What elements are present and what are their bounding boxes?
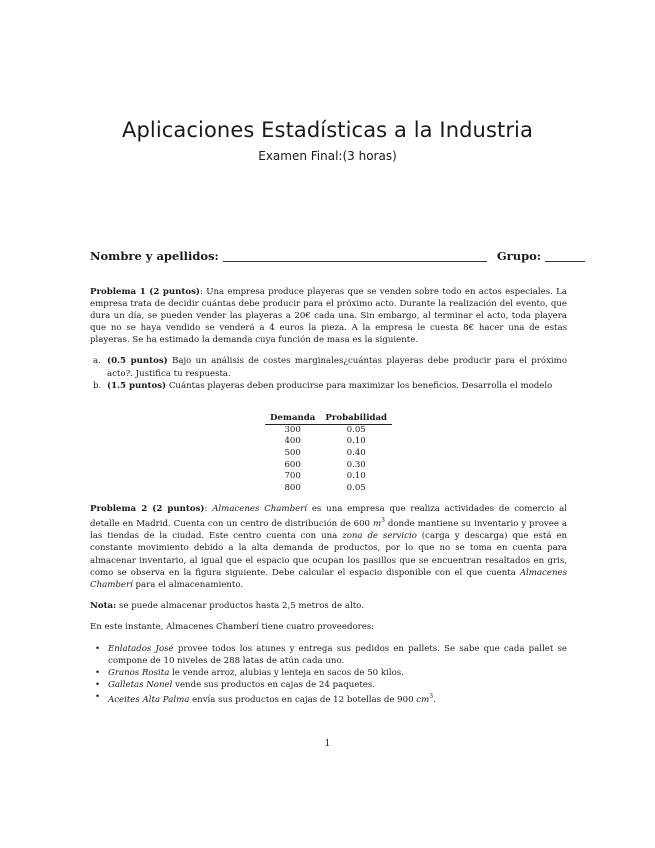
demand-cell: 600: [284, 459, 301, 470]
list-item: [95, 667, 567, 679]
problem-2-text-2: donde mantiene su inventario y provee a las tiendas de la ciudad. Este centro cuenta con una: [90, 519, 568, 542]
bullet-icon: •: [95, 692, 101, 703]
bullet-icon: •: [95, 668, 101, 679]
supplier-end: .: [433, 695, 436, 706]
supplier-name: Galletas Nonel: [108, 680, 173, 691]
problem-1-part-b: [93, 380, 567, 392]
demand-cell: 300: [284, 424, 301, 435]
table-row: [265, 436, 392, 448]
problem-1-statement: [90, 286, 567, 346]
name-label: Nombre y apellidos:: [90, 249, 219, 263]
suppliers-list: [90, 643, 567, 706]
demand-probability-table: [265, 413, 392, 495]
probability-cell: 0.10: [346, 471, 366, 482]
supplier-text: le vende arroz, alubias y lenteja en sacos de 50 kilos.: [169, 668, 404, 679]
supplier-text: envía sus productos en cajas de 12 botellas de 900: [189, 695, 417, 706]
list-item: [95, 679, 567, 691]
problem-2-text-4: para el almacenamiento.: [132, 579, 244, 590]
problem-1-text: : Una empresa produce playeras que se venden sobre todo en actos especiales. La empresa trata de decidir cuántas debe producir para el próximo acto. Durante la realización del evento, que dura un día, se pueden vender las playeras a 20€ cada una. Sin embargo, al terminar el acto, toda playera que no se haya vendido se venderá a 4 euros la pieza. A la empresa le cuesta 8€ hacer una de estas playeras. Se ha estimado la demanda cuya función de masa es la siguiente.: [90, 287, 567, 346]
demand-cell: 800: [284, 482, 301, 493]
table-row: [265, 471, 392, 483]
problem-1-parts: [90, 355, 567, 391]
table-row: [265, 448, 392, 460]
bullet-icon: •: [95, 644, 101, 655]
probability-cell: 0.05: [346, 482, 366, 493]
unit-m: m: [372, 519, 382, 530]
unit-exponent: 3: [429, 693, 434, 701]
problem-1-heading: Problema 1 (2 puntos): [90, 287, 200, 297]
part-points: (1.5 puntos): [107, 380, 167, 391]
student-info-line: [90, 249, 570, 265]
problem-2-heading: Problema 2 (2 puntos): [90, 504, 205, 515]
probability-cell: 0.40: [346, 447, 366, 458]
exam-title: Aplicaciones Estadísticas a la Industria: [122, 118, 533, 142]
probability-cell: 0.05: [346, 424, 366, 435]
group-field[interactable]: [545, 249, 585, 262]
supplier-text: provee todos los atunes y entrega sus pedidos en pallets. Se sabe que cada pallet se compone de 10 niveles de 288 latas de atún cada uno.: [108, 644, 567, 667]
problem-2-statement: [90, 503, 567, 591]
column-header-demand: Demanda: [265, 413, 320, 425]
unit-exponent: 3: [381, 517, 385, 525]
unit-cm: cm: [416, 695, 430, 706]
table-row: [265, 424, 392, 436]
demand-cell: 700: [284, 471, 301, 482]
supplier-name: Aceites Alta Palma: [108, 695, 190, 706]
problem-1-part-a: [93, 355, 567, 379]
list-item: [95, 691, 567, 706]
problem-2-text-3: (carga y descarga) que está en constante movimiento debido a la alta demanda de productos, por lo que no se toma en cuenta para almacenar inventario, al igual que el espacio que ocupan los pasillos que se encuentran resaltados en gris, como se observa en la figura siguiente. Debe calcular el espacio disponible con el que cuenta: [90, 531, 567, 578]
exam-subtitle: Examen Final:(3 horas): [258, 149, 397, 163]
problem-2-text-1: es una empresa que realiza actividades de comercio al detalle en Madrid. Cuenta con un centro de distribución de 600: [90, 504, 567, 530]
service-zone: zona de servicio: [342, 531, 417, 542]
list-item: [95, 643, 567, 667]
part-points: (0.5 puntos): [107, 356, 168, 367]
supplier-text: vende sus productos en cajas de 24 paquetes.: [172, 680, 376, 691]
part-marker: b.: [93, 380, 102, 391]
note-text: se puede almacenar productos hasta 2,5 metros de alto.: [116, 600, 364, 611]
supplier-name: Granos Rosita: [108, 668, 170, 679]
company-name: Almacenes Chamberí: [212, 504, 308, 515]
note-paragraph: [90, 600, 567, 612]
page-number: 1: [324, 739, 331, 749]
demand-cell: 400: [284, 436, 301, 447]
table-row: [265, 460, 392, 472]
probability-cell: 0.30: [346, 459, 366, 470]
supplier-name: Enlatados José: [108, 644, 174, 655]
table-header-row: [265, 413, 392, 425]
part-text: Bajo un análisis de costes marginales¿cuántas playeras debe producir para el próximo acto?. Justifica tu respuesta.: [107, 356, 567, 379]
exam-body: [90, 286, 567, 706]
group-label: Grupo:: [496, 249, 542, 263]
bullet-icon: •: [95, 680, 101, 691]
part-marker: a.: [93, 356, 101, 367]
probability-cell: 0.10: [346, 436, 366, 447]
column-header-probability: Probabilidad: [320, 413, 392, 425]
suppliers-intro: En este instante, Almacenes Chamberí tiene cuatro proveedores:: [90, 621, 375, 632]
table-row: [265, 483, 392, 495]
part-text: Cuántas playeras deben producirse para maximizar los beneficios. Desarrolla el modelo: [166, 380, 553, 391]
demand-cell: 500: [284, 447, 301, 458]
note-label: Nota:: [90, 600, 117, 611]
problem-2-colon: :: [204, 504, 213, 515]
name-field[interactable]: [223, 249, 487, 262]
company-name: Almacenes Chamberí: [90, 567, 567, 590]
